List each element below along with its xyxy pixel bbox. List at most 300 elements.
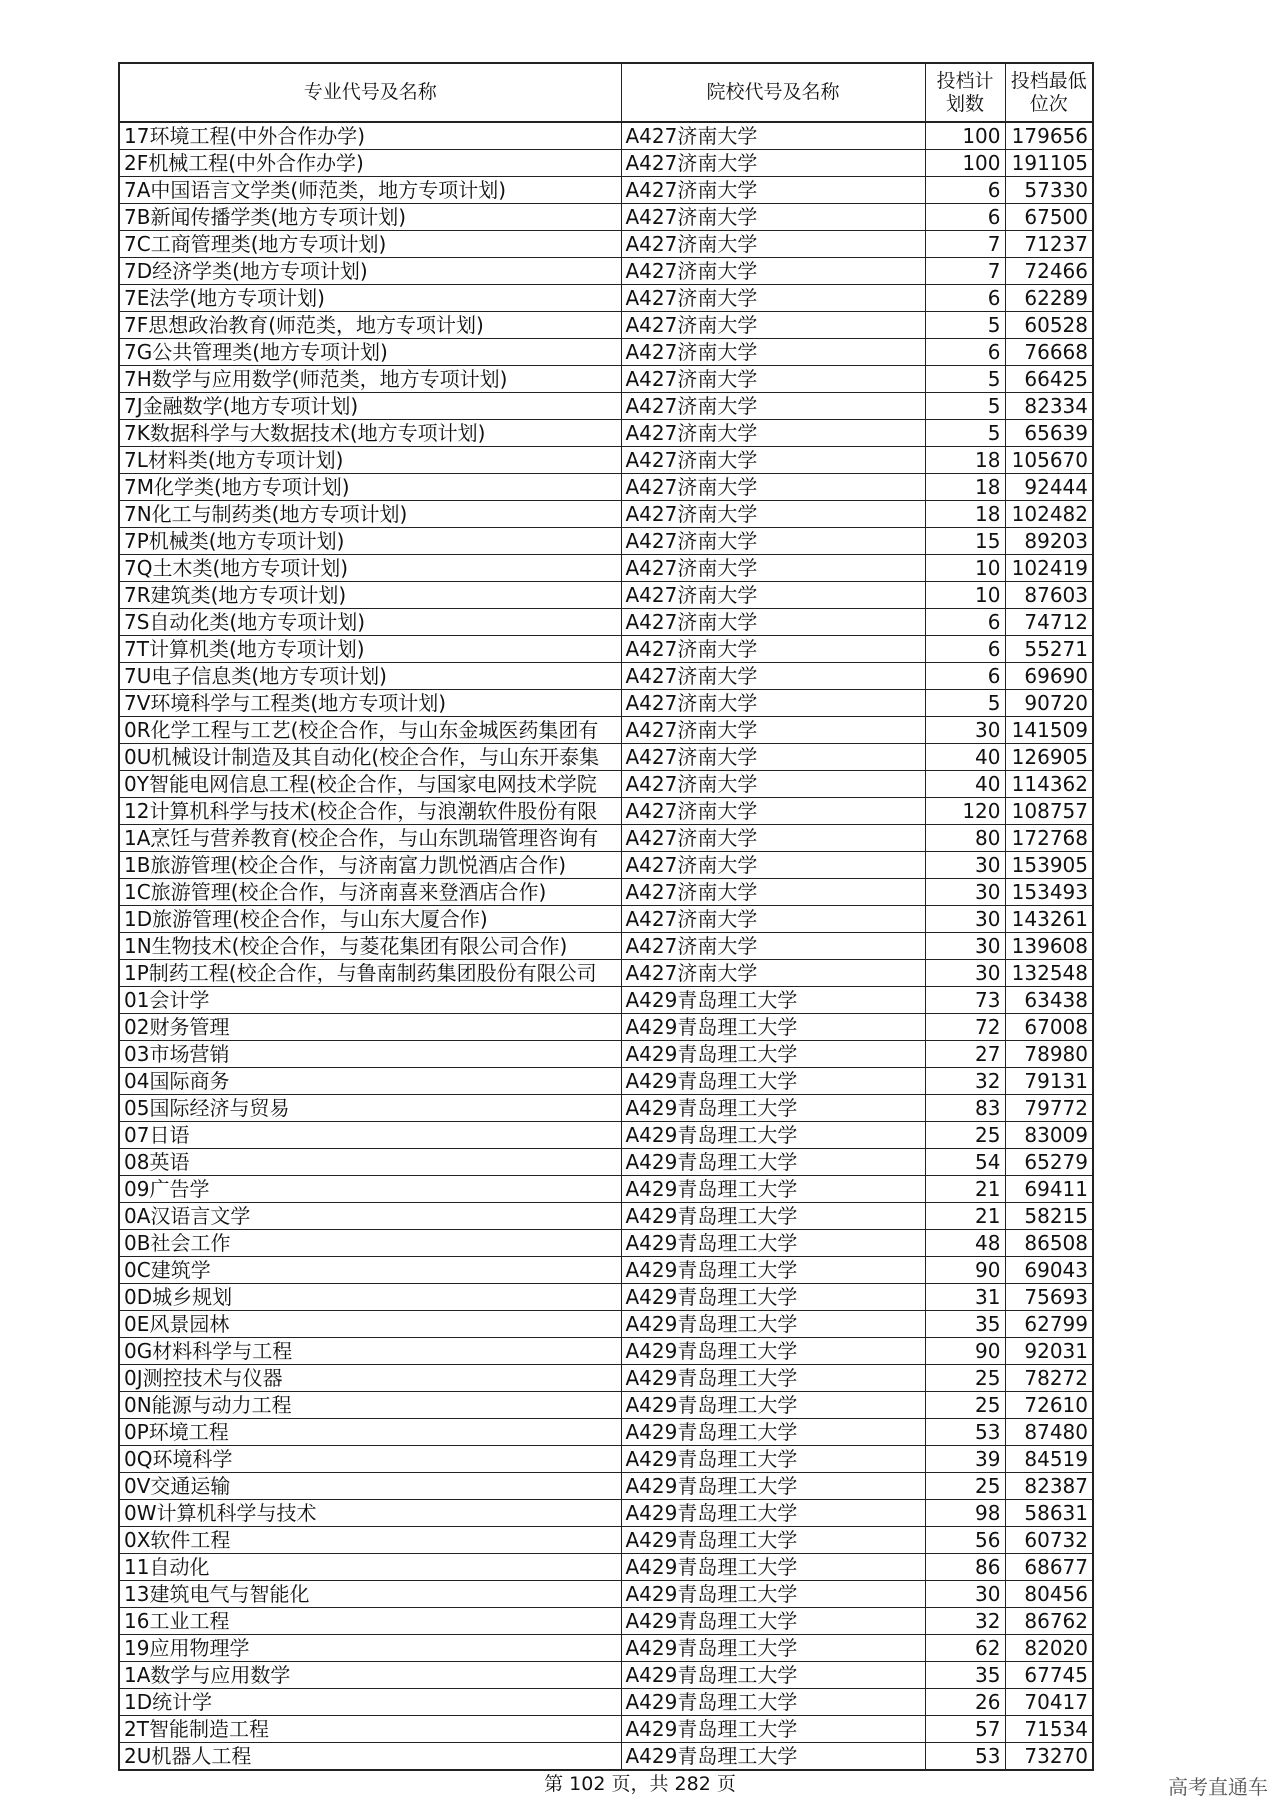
cell-major: 1N生物技术(校企合作，与菱花集团有限公司合作) [119, 933, 621, 960]
cell-major: 0G材料科学与工程 [119, 1338, 621, 1365]
cell-school: A427济南大学 [621, 285, 925, 312]
cell-min-rank: 92031 [1005, 1338, 1093, 1365]
cell-min-rank: 108757 [1005, 798, 1093, 825]
cell-plan-count: 25 [925, 1365, 1005, 1392]
table-row [119, 1041, 1093, 1068]
cell-school: A429青岛理工大学 [621, 1176, 925, 1203]
cell-major: 0J测控技术与仪器 [119, 1365, 621, 1392]
cell-major: 16工业工程 [119, 1608, 621, 1635]
table-row [119, 1068, 1093, 1095]
table-row [119, 1554, 1093, 1581]
cell-min-rank: 141509 [1005, 717, 1093, 744]
table-row [119, 1284, 1093, 1311]
cell-school: A429青岛理工大学 [621, 1338, 925, 1365]
table-row [119, 933, 1093, 960]
cell-min-rank: 65639 [1005, 420, 1093, 447]
table-row [119, 636, 1093, 663]
cell-school: A429青岛理工大学 [621, 1662, 925, 1689]
table-row [119, 690, 1093, 717]
cell-plan-count: 73 [925, 987, 1005, 1014]
table-row [119, 177, 1093, 204]
cell-min-rank: 153493 [1005, 879, 1093, 906]
cell-min-rank: 82387 [1005, 1473, 1093, 1500]
table-row [119, 1689, 1093, 1716]
cell-min-rank: 55271 [1005, 636, 1093, 663]
cell-min-rank: 79772 [1005, 1095, 1093, 1122]
cell-plan-count: 30 [925, 906, 1005, 933]
header-major: 专业代号及名称 [119, 63, 621, 122]
cell-major: 7G公共管理类(地方专项计划) [119, 339, 621, 366]
table-row [119, 744, 1093, 771]
cell-school: A429青岛理工大学 [621, 1311, 925, 1338]
cell-school: A427济南大学 [621, 231, 925, 258]
table-row [119, 1527, 1093, 1554]
cell-min-rank: 70417 [1005, 1689, 1093, 1716]
cell-school: A427济南大学 [621, 798, 925, 825]
cell-major: 7A中国语言文学类(师范类，地方专项计划) [119, 177, 621, 204]
cell-plan-count: 18 [925, 474, 1005, 501]
cell-major: 1D统计学 [119, 1689, 621, 1716]
cell-school: A429青岛理工大学 [621, 1257, 925, 1284]
table-row [119, 1500, 1093, 1527]
cell-min-rank: 179656 [1005, 122, 1093, 150]
cell-plan-count: 25 [925, 1122, 1005, 1149]
cell-school: A427济南大学 [621, 177, 925, 204]
cell-major: 02财务管理 [119, 1014, 621, 1041]
cell-plan-count: 39 [925, 1446, 1005, 1473]
cell-plan-count: 30 [925, 1581, 1005, 1608]
cell-plan-count: 30 [925, 717, 1005, 744]
cell-major: 7L材料类(地方专项计划) [119, 447, 621, 474]
cell-min-rank: 82334 [1005, 393, 1093, 420]
cell-major: 2F机械工程(中外合作办学) [119, 150, 621, 177]
cell-plan-count: 54 [925, 1149, 1005, 1176]
cell-min-rank: 172768 [1005, 825, 1093, 852]
cell-major: 1A烹饪与营养教育(校企合作，与山东凯瑞管理咨询有 [119, 825, 621, 852]
cell-min-rank: 67008 [1005, 1014, 1093, 1041]
cell-major: 11自动化 [119, 1554, 621, 1581]
table-row [119, 582, 1093, 609]
cell-school: A427济南大学 [621, 122, 925, 150]
cell-school: A427济南大学 [621, 312, 925, 339]
cell-major: 7U电子信息类(地方专项计划) [119, 663, 621, 690]
cell-plan-count: 90 [925, 1257, 1005, 1284]
cell-min-rank: 65279 [1005, 1149, 1093, 1176]
header-plan-line1: 投档计 [936, 69, 994, 92]
table-row [119, 879, 1093, 906]
table-row [119, 474, 1093, 501]
cell-school: A429青岛理工大学 [621, 1527, 925, 1554]
table-row [119, 960, 1093, 987]
cell-school: A427济南大学 [621, 393, 925, 420]
cell-major: 1A数学与应用数学 [119, 1662, 621, 1689]
cell-min-rank: 68677 [1005, 1554, 1093, 1581]
cell-min-rank: 87480 [1005, 1419, 1093, 1446]
cell-min-rank: 87603 [1005, 582, 1093, 609]
table-row [119, 366, 1093, 393]
cell-major: 1D旅游管理(校企合作，与山东大厦合作) [119, 906, 621, 933]
cell-major: 7B新闻传播学类(地方专项计划) [119, 204, 621, 231]
cell-major: 2U机器人工程 [119, 1743, 621, 1771]
cell-plan-count: 6 [925, 177, 1005, 204]
table-row [119, 312, 1093, 339]
cell-school: A427济南大学 [621, 825, 925, 852]
cell-major: 0W计算机科学与技术 [119, 1500, 621, 1527]
cell-min-rank: 73270 [1005, 1743, 1093, 1771]
cell-plan-count: 5 [925, 420, 1005, 447]
cell-school: A427济南大学 [621, 420, 925, 447]
cell-plan-count: 57 [925, 1716, 1005, 1743]
cell-school: A429青岛理工大学 [621, 1122, 925, 1149]
table-row [119, 1365, 1093, 1392]
cell-plan-count: 15 [925, 528, 1005, 555]
cell-plan-count: 25 [925, 1392, 1005, 1419]
cell-min-rank: 86762 [1005, 1608, 1093, 1635]
table-row [119, 150, 1093, 177]
header-min-rank [1005, 63, 1093, 122]
table-row [119, 285, 1093, 312]
cell-plan-count: 21 [925, 1176, 1005, 1203]
cell-plan-count: 86 [925, 1554, 1005, 1581]
table-row [119, 987, 1093, 1014]
cell-school: A429青岛理工大学 [621, 1635, 925, 1662]
cell-school: A427济南大学 [621, 366, 925, 393]
cell-plan-count: 30 [925, 960, 1005, 987]
cell-major: 0A汉语言文学 [119, 1203, 621, 1230]
header-school: 院校代号及名称 [621, 63, 925, 122]
cell-plan-count: 98 [925, 1500, 1005, 1527]
cell-min-rank: 58215 [1005, 1203, 1093, 1230]
cell-min-rank: 153905 [1005, 852, 1093, 879]
cell-major: 7Q土木类(地方专项计划) [119, 555, 621, 582]
cell-min-rank: 69411 [1005, 1176, 1093, 1203]
table-row [119, 1203, 1093, 1230]
table-row [119, 852, 1093, 879]
cell-min-rank: 75693 [1005, 1284, 1093, 1311]
cell-plan-count: 10 [925, 555, 1005, 582]
cell-plan-count: 100 [925, 122, 1005, 150]
admission-table-sheet [118, 62, 1092, 1771]
cell-plan-count: 6 [925, 663, 1005, 690]
cell-min-rank: 67500 [1005, 204, 1093, 231]
cell-plan-count: 90 [925, 1338, 1005, 1365]
cell-school: A427济南大学 [621, 771, 925, 798]
cell-min-rank: 102419 [1005, 555, 1093, 582]
cell-school: A427济南大学 [621, 555, 925, 582]
cell-plan-count: 6 [925, 204, 1005, 231]
cell-major: 0U机械设计制造及其自动化(校企合作，与山东开泰集 [119, 744, 621, 771]
cell-min-rank: 60528 [1005, 312, 1093, 339]
cell-major: 17环境工程(中外合作办学) [119, 122, 621, 150]
cell-plan-count: 5 [925, 312, 1005, 339]
page-number: 第 102 页，共 282 页 [544, 1773, 736, 1795]
cell-min-rank: 80456 [1005, 1581, 1093, 1608]
cell-school: A429青岛理工大学 [621, 1041, 925, 1068]
cell-major: 7K数据科学与大数据技术(地方专项计划) [119, 420, 621, 447]
cell-plan-count: 30 [925, 852, 1005, 879]
cell-school: A429青岛理工大学 [621, 1203, 925, 1230]
table-row [119, 1338, 1093, 1365]
table-row [119, 609, 1093, 636]
cell-plan-count: 5 [925, 393, 1005, 420]
cell-plan-count: 6 [925, 609, 1005, 636]
cell-min-rank: 69043 [1005, 1257, 1093, 1284]
cell-school: A429青岛理工大学 [621, 1608, 925, 1635]
cell-plan-count: 6 [925, 339, 1005, 366]
cell-plan-count: 35 [925, 1311, 1005, 1338]
table-row [119, 420, 1093, 447]
cell-min-rank: 102482 [1005, 501, 1093, 528]
header-rank-line2: 位次 [1029, 92, 1068, 115]
cell-plan-count: 83 [925, 1095, 1005, 1122]
table-row [119, 447, 1093, 474]
cell-school: A427济南大学 [621, 636, 925, 663]
cell-school: A427济南大学 [621, 933, 925, 960]
cell-major: 1C旅游管理(校企合作，与济南喜来登酒店合作) [119, 879, 621, 906]
cell-major: 13建筑电气与智能化 [119, 1581, 621, 1608]
cell-major: 7N化工与制药类(地方专项计划) [119, 501, 621, 528]
cell-school: A427济南大学 [621, 447, 925, 474]
cell-major: 7J金融数学(地方专项计划) [119, 393, 621, 420]
table-row [119, 393, 1093, 420]
cell-school: A427济南大学 [621, 339, 925, 366]
cell-plan-count: 56 [925, 1527, 1005, 1554]
cell-plan-count: 18 [925, 501, 1005, 528]
cell-school: A429青岛理工大学 [621, 1446, 925, 1473]
cell-major: 7M化学类(地方专项计划) [119, 474, 621, 501]
cell-major: 1B旅游管理(校企合作，与济南富力凯悦酒店合作) [119, 852, 621, 879]
cell-min-rank: 63438 [1005, 987, 1093, 1014]
cell-school: A429青岛理工大学 [621, 1716, 925, 1743]
cell-major: 04国际商务 [119, 1068, 621, 1095]
cell-school: A427济南大学 [621, 852, 925, 879]
table-row [119, 555, 1093, 582]
cell-major: 01会计学 [119, 987, 621, 1014]
cell-school: A427济南大学 [621, 690, 925, 717]
cell-plan-count: 35 [925, 1662, 1005, 1689]
cell-major: 7C工商管理类(地方专项计划) [119, 231, 621, 258]
cell-min-rank: 86508 [1005, 1230, 1093, 1257]
cell-major: 0X软件工程 [119, 1527, 621, 1554]
cell-major: 05国际经济与贸易 [119, 1095, 621, 1122]
cell-min-rank: 90720 [1005, 690, 1093, 717]
cell-school: A429青岛理工大学 [621, 1392, 925, 1419]
cell-major: 7P机械类(地方专项计划) [119, 528, 621, 555]
cell-plan-count: 48 [925, 1230, 1005, 1257]
table-row [119, 1311, 1093, 1338]
table-row [119, 906, 1093, 933]
table-row [119, 798, 1093, 825]
cell-min-rank: 92444 [1005, 474, 1093, 501]
cell-plan-count: 25 [925, 1473, 1005, 1500]
cell-school: A427济南大学 [621, 906, 925, 933]
cell-school: A429青岛理工大学 [621, 1500, 925, 1527]
cell-school: A429青岛理工大学 [621, 1014, 925, 1041]
table-row [119, 258, 1093, 285]
cell-plan-count: 21 [925, 1203, 1005, 1230]
cell-school: A429青岛理工大学 [621, 987, 925, 1014]
cell-school: A429青岛理工大学 [621, 1554, 925, 1581]
header-plan-count [925, 63, 1005, 122]
cell-plan-count: 7 [925, 231, 1005, 258]
cell-school: A429青岛理工大学 [621, 1689, 925, 1716]
table-row [119, 1257, 1093, 1284]
cell-school: A429青岛理工大学 [621, 1230, 925, 1257]
table-row [119, 1149, 1093, 1176]
cell-min-rank: 84519 [1005, 1446, 1093, 1473]
cell-min-rank: 74712 [1005, 609, 1093, 636]
cell-min-rank: 62289 [1005, 285, 1093, 312]
table-row [119, 1608, 1093, 1635]
cell-plan-count: 10 [925, 582, 1005, 609]
cell-min-rank: 143261 [1005, 906, 1093, 933]
table-row [119, 1122, 1093, 1149]
cell-school: A427济南大学 [621, 582, 925, 609]
cell-min-rank: 62799 [1005, 1311, 1093, 1338]
table-row [119, 1392, 1093, 1419]
table-row [119, 1662, 1093, 1689]
table-row [119, 231, 1093, 258]
cell-major: 7E法学(地方专项计划) [119, 285, 621, 312]
cell-school: A429青岛理工大学 [621, 1581, 925, 1608]
cell-min-rank: 76668 [1005, 339, 1093, 366]
cell-min-rank: 139608 [1005, 933, 1093, 960]
cell-plan-count: 53 [925, 1743, 1005, 1771]
header-plan-line2: 划数 [945, 92, 984, 115]
table-row [119, 1716, 1093, 1743]
cell-major: 09广告学 [119, 1176, 621, 1203]
cell-major: 0P环境工程 [119, 1419, 621, 1446]
cell-plan-count: 31 [925, 1284, 1005, 1311]
cell-plan-count: 40 [925, 771, 1005, 798]
cell-plan-count: 30 [925, 879, 1005, 906]
cell-min-rank: 71237 [1005, 231, 1093, 258]
table-row [119, 1581, 1093, 1608]
cell-min-rank: 66425 [1005, 366, 1093, 393]
cell-school: A427济南大学 [621, 528, 925, 555]
cell-plan-count: 27 [925, 1041, 1005, 1068]
cell-plan-count: 5 [925, 366, 1005, 393]
cell-major: 7R建筑类(地方专项计划) [119, 582, 621, 609]
cell-major: 12计算机科学与技术(校企合作，与浪潮软件股份有限 [119, 798, 621, 825]
cell-min-rank: 71534 [1005, 1716, 1093, 1743]
cell-school: A427济南大学 [621, 258, 925, 285]
cell-min-rank: 69690 [1005, 663, 1093, 690]
cell-min-rank: 57330 [1005, 177, 1093, 204]
cell-school: A429青岛理工大学 [621, 1473, 925, 1500]
cell-min-rank: 78272 [1005, 1365, 1093, 1392]
cell-school: A427济南大学 [621, 744, 925, 771]
cell-plan-count: 32 [925, 1068, 1005, 1095]
cell-plan-count: 7 [925, 258, 1005, 285]
cell-min-rank: 132548 [1005, 960, 1093, 987]
table-row [119, 717, 1093, 744]
cell-plan-count: 18 [925, 447, 1005, 474]
table-row [119, 663, 1093, 690]
cell-school: A427济南大学 [621, 204, 925, 231]
cell-min-rank: 78980 [1005, 1041, 1093, 1068]
table-row [119, 528, 1093, 555]
cell-min-rank: 67745 [1005, 1662, 1093, 1689]
cell-school: A427济南大学 [621, 879, 925, 906]
cell-major: 7D经济学类(地方专项计划) [119, 258, 621, 285]
cell-plan-count: 80 [925, 825, 1005, 852]
table-row [119, 771, 1093, 798]
cell-min-rank: 191105 [1005, 150, 1093, 177]
cell-plan-count: 53 [925, 1419, 1005, 1446]
table-row [119, 339, 1093, 366]
cell-min-rank: 79131 [1005, 1068, 1093, 1095]
cell-school: A429青岛理工大学 [621, 1365, 925, 1392]
cell-major: 0Q环境科学 [119, 1446, 621, 1473]
cell-major: 0R化学工程与工艺(校企合作，与山东金城医药集团有 [119, 717, 621, 744]
cell-school: A427济南大学 [621, 663, 925, 690]
cell-school: A427济南大学 [621, 609, 925, 636]
cell-school: A429青岛理工大学 [621, 1149, 925, 1176]
cell-school: A429青岛理工大学 [621, 1284, 925, 1311]
cell-plan-count: 100 [925, 150, 1005, 177]
cell-major: 1P制药工程(校企合作，与鲁南制药集团股份有限公司 [119, 960, 621, 987]
cell-plan-count: 30 [925, 933, 1005, 960]
cell-plan-count: 62 [925, 1635, 1005, 1662]
cell-major: 03市场营销 [119, 1041, 621, 1068]
header-rank-line1: 投档最低 [1010, 69, 1087, 92]
cell-plan-count: 26 [925, 1689, 1005, 1716]
cell-plan-count: 6 [925, 636, 1005, 663]
cell-min-rank: 72610 [1005, 1392, 1093, 1419]
cell-min-rank: 58631 [1005, 1500, 1093, 1527]
cell-min-rank: 126905 [1005, 744, 1093, 771]
cell-major: 0V交通运输 [119, 1473, 621, 1500]
cell-major: 7S自动化类(地方专项计划) [119, 609, 621, 636]
table-row [119, 204, 1093, 231]
cell-major: 07日语 [119, 1122, 621, 1149]
cell-min-rank: 105670 [1005, 447, 1093, 474]
table-row [119, 1419, 1093, 1446]
cell-school: A429青岛理工大学 [621, 1743, 925, 1771]
cell-school: A427济南大学 [621, 501, 925, 528]
cell-major: 0Y智能电网信息工程(校企合作，与国家电网技术学院 [119, 771, 621, 798]
table-body [119, 122, 1093, 1770]
table-row [119, 825, 1093, 852]
table-row [119, 1635, 1093, 1662]
admission-table [118, 62, 1094, 1771]
cell-plan-count: 120 [925, 798, 1005, 825]
cell-school: A427济南大学 [621, 717, 925, 744]
table-header-row [119, 63, 1093, 122]
cell-school: A427济南大学 [621, 960, 925, 987]
cell-min-rank: 114362 [1005, 771, 1093, 798]
cell-major: 19应用物理学 [119, 1635, 621, 1662]
cell-min-rank: 89203 [1005, 528, 1093, 555]
table-row [119, 1473, 1093, 1500]
table-row [119, 1743, 1093, 1771]
cell-min-rank: 60732 [1005, 1527, 1093, 1554]
cell-min-rank: 83009 [1005, 1122, 1093, 1149]
cell-major: 7T计算机类(地方专项计划) [119, 636, 621, 663]
watermark-text: 高考直通车 [1168, 1775, 1268, 1799]
cell-plan-count: 5 [925, 690, 1005, 717]
cell-min-rank: 72466 [1005, 258, 1093, 285]
cell-school: A429青岛理工大学 [621, 1068, 925, 1095]
cell-major: 7V环境科学与工程类(地方专项计划) [119, 690, 621, 717]
table-row [119, 122, 1093, 150]
cell-school: A427济南大学 [621, 474, 925, 501]
cell-major: 7H数学与应用数学(师范类，地方专项计划) [119, 366, 621, 393]
cell-major: 7F思想政治教育(师范类，地方专项计划) [119, 312, 621, 339]
cell-plan-count: 72 [925, 1014, 1005, 1041]
cell-major: 0D城乡规划 [119, 1284, 621, 1311]
